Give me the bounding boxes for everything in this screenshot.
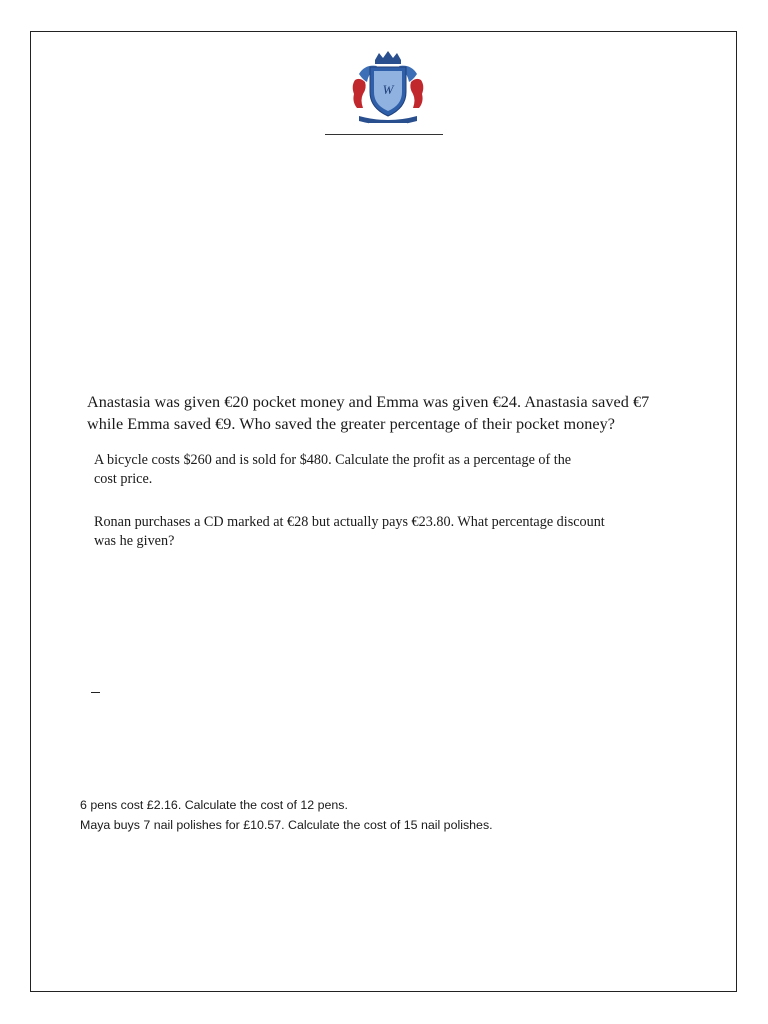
svg-text:W: W — [382, 82, 394, 97]
question-line: cost price. — [94, 471, 153, 487]
stray-dash-mark — [91, 692, 100, 693]
question-cd-discount — [94, 513, 605, 551]
question-pocket-money — [87, 391, 649, 435]
page-border — [30, 31, 737, 992]
school-crest-logo — [345, 50, 431, 130]
crest-underline — [325, 134, 443, 135]
question-line: while Emma saved €9. Who saved the greater percentage of their pocket money? — [87, 415, 616, 433]
question-line: A bicycle costs $260 and is sold for $480. Calculate the profit as a percentage of the — [94, 452, 572, 468]
question-bicycle-profit — [94, 451, 571, 489]
question-line: Ronan purchases a CD marked at €28 but actually pays €23.80. What percentage discount — [94, 514, 605, 530]
question-pens-cost: 6 pens cost £2.16. Calculate the cost of 12 pens. — [80, 798, 348, 812]
question-line: Anastasia was given €20 pocket money and Emma was given €24. Anastasia saved €7 — [87, 393, 650, 411]
question-nail-polish-cost: Maya buys 7 nail polishes for £10.57. Calculate the cost of 15 nail polishes. — [80, 818, 493, 832]
crest-icon — [345, 50, 431, 130]
question-line: was he given? — [94, 533, 175, 549]
